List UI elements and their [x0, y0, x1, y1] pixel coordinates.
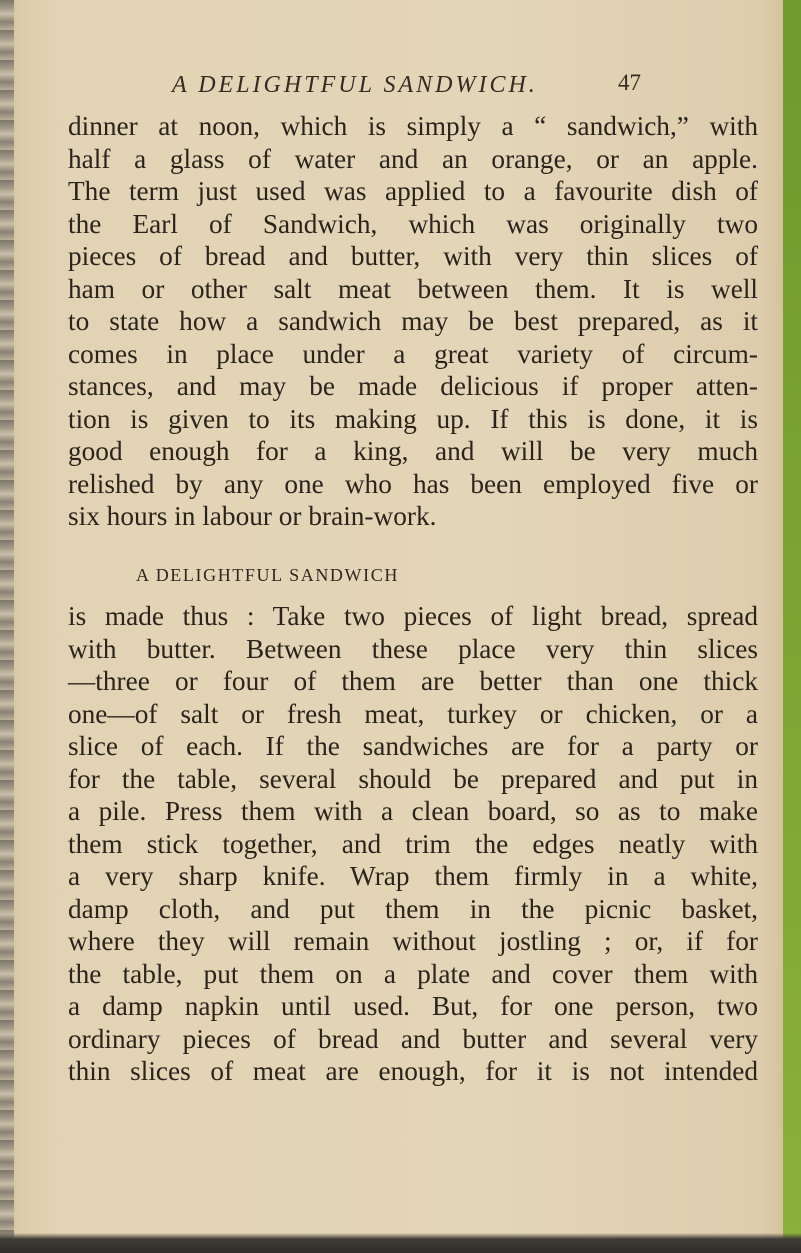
text-line: for the table, several should be prepared and put in: [68, 763, 758, 794]
section-heading: A DELIGHTFUL SANDWICH: [136, 565, 399, 585]
text-line: them stick together, and trim the edges neatly with: [68, 828, 758, 859]
page-number: 47: [618, 70, 641, 95]
text-line: six hours in labour or brain-work.: [68, 501, 437, 531]
text-line: one—of salt or fresh meat, turkey or chicken, or a: [68, 698, 758, 729]
text-line: ham or other salt meat between them. It is well: [68, 273, 758, 304]
text-line: half a glass of water and an orange, or an apple.: [68, 143, 758, 174]
text-line: a very sharp knife. Wrap them firmly in a white,: [68, 861, 758, 891]
text-line: comes in place under a great variety of circum-: [68, 338, 758, 369]
text-line: where they will remain without jostling ; or, if for: [68, 926, 758, 956]
text-line: with butter. Between these place very thin slices: [68, 633, 758, 664]
text-line: a pile. Press them with a clean board, so as to make: [68, 796, 758, 826]
text-line: the table, put them on a plate and cover them with: [68, 958, 758, 989]
paragraph-2: [68, 600, 758, 1088]
paragraph-1: [68, 110, 758, 533]
bottom-scan-edge: [0, 1233, 801, 1253]
text-line: ordinary pieces of bread and butter and several very: [68, 1023, 758, 1054]
text-line: pieces of bread and butter, with very thin slices of: [68, 241, 758, 271]
text-line: damp cloth, and put them in the picnic basket,: [68, 893, 758, 924]
text-line: good enough for a king, and will be very much: [68, 436, 758, 466]
binding-edge: [0, 0, 14, 1253]
text-line: a damp napkin until used. But, for one person, two: [68, 991, 758, 1021]
text-line: —three or four of them are better than one thick: [68, 666, 758, 696]
text-line: the Earl of Sandwich, which was originally two: [68, 208, 758, 239]
text-line: is made thus : Take two pieces of light bread, spread: [68, 601, 758, 631]
text-line: relished by any one who has been employed five or: [68, 468, 758, 499]
text-line: tion is given to its making up. If this is done, it is: [68, 403, 758, 434]
running-head: A DELIGHTFUL SANDWICH.: [172, 72, 538, 98]
text-line: stances, and may be made delicious if proper atten-: [68, 371, 758, 401]
text-line: dinner at noon, which is simply a “ sandwich,” with: [68, 111, 758, 141]
text-line: thin slices of meat are enough, for it is not intended: [68, 1056, 758, 1086]
text-line: to state how a sandwich may be best prepared, as it: [68, 306, 758, 336]
right-edge-tab: [783, 0, 801, 1253]
text-line: The term just used was applied to a favourite dish of: [68, 176, 758, 206]
text-line: slice of each. If the sandwiches are for a party or: [68, 731, 758, 761]
